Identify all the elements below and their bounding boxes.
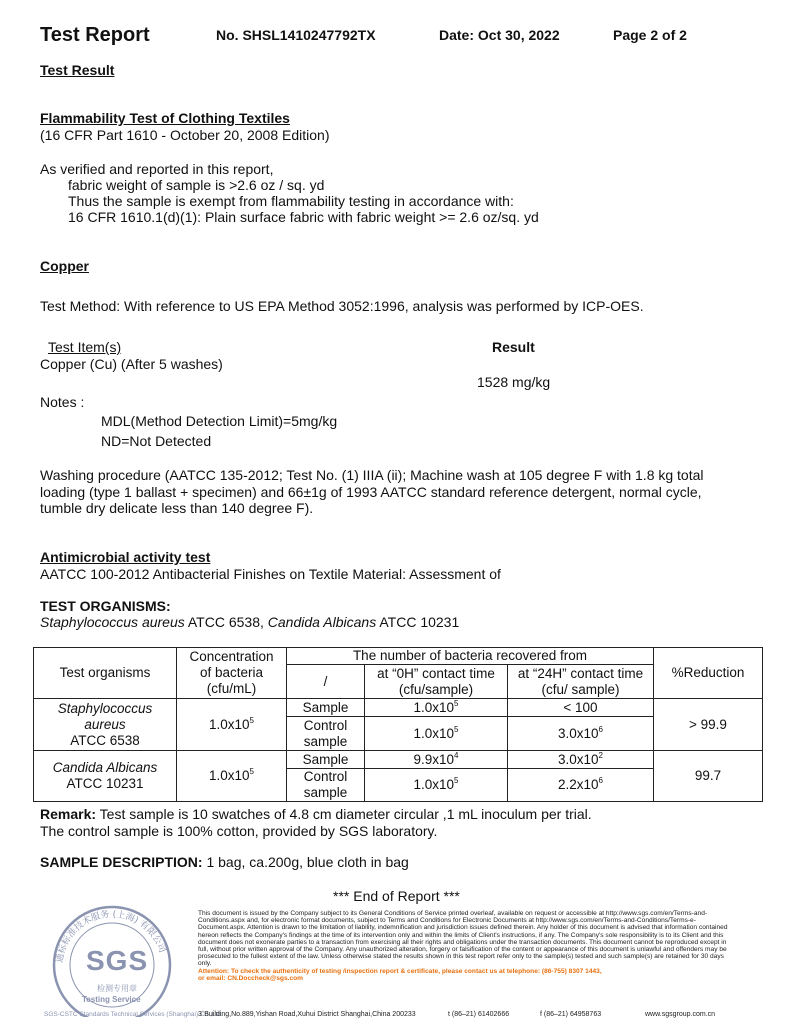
count-0h: $9.9x10^4$: [365, 751, 508, 769]
sample-description: SAMPLE DESCRIPTION: 1 bag, ca.200g, blue cloth in bag: [40, 854, 409, 870]
note-line: ND=Not Detected: [101, 433, 212, 449]
header-concentration: Concentration of bacteria (cfu/mL): [177, 648, 287, 699]
organism-cell: Staphylococcus aureus ATCC 6538: [34, 699, 177, 751]
sample-label: Sample: [287, 699, 365, 717]
test-organisms-list: [40, 614, 459, 630]
reduction-cell: > 99.9: [654, 699, 763, 751]
control-label: Control sample: [287, 717, 365, 751]
notes-label: Notes :: [40, 394, 85, 410]
header-reduction: %Reduction: [654, 648, 763, 699]
test-item-header: Test Item(s): [48, 339, 122, 355]
copper-heading: Copper: [40, 258, 89, 274]
concentration-cell: $1.0x10^5$: [177, 699, 287, 751]
copper-result: 1528 mg/kg: [477, 374, 551, 390]
footer-disclaimer: This document is issued by the Company subject to its General Conditions of Service printed overleaf, available on request or accessible at http://www.sgs.com/en/Terms-and-Conditions.aspx and, for electronic format documents, subject to Terms and Conditions for Electronic Documents at http://www.sgs.com/en/Terms-and-Conditions/Terms-e-Document.aspx. Attention is drawn to the limitation of liability, indemnification and jurisdiction issues defined therein. Any holder of this document is advised that information contained hereon reflects the Company's findings at the time of its intervention only and within the limits of Client's instructions, if any. The Company's sole responsibility is to its Client and this document does not exonerate parties to a transaction from exercising all their rights and obligations under the transaction documents. This document cannot be reproduced except in full, without prior written approval of the Company. Any unauthorized alteration, forgery or falsification of the content or appearance of this document is unlawful and offenders may be prosecuted to the fullest extent of the law. Unless otherwise stated the results shown in this test report refer only to the sample(s) tested and such sample(s) are retained for 30 days only. Attention: To check the authenticity of testing /inspection report & certificate, please contact us at telephone: (86-755) 8307 1443, or email: CN.Doccheck@sgs.com: [198, 910, 728, 982]
test-organisms-label: TEST ORGANISMS:: [40, 598, 171, 614]
test-result-heading: Test Result: [40, 62, 115, 78]
table-row: [34, 751, 763, 769]
organism-atcc: ATCC 10231: [376, 614, 460, 630]
concentration-cell: $1.0x10^5$: [177, 751, 287, 802]
footer-fax: f (86–21) 64958763: [540, 1011, 602, 1018]
stamp-cn: 检测专用章: [97, 984, 137, 993]
count-24h: $3.0x10^6$: [508, 717, 654, 751]
note-line: MDL(Method Detection Limit)=5mg/kg: [101, 413, 338, 429]
footer-web[interactable]: www.sgsgroup.com.cn: [645, 1011, 716, 1018]
report-title: Test Report: [40, 24, 150, 46]
result-header: Result: [492, 339, 535, 355]
count-0h: $1.0x10^5$: [365, 769, 508, 802]
washing-line: tumble dry delicate less than 140 degree F).: [40, 500, 314, 516]
report-date: Date: Oct 30, 2022: [439, 27, 560, 43]
copper-item: Copper (Cu) (After 5 washes): [40, 356, 223, 372]
sample-label: Sample: [287, 751, 365, 769]
footer-address: 3ʿBuilding,No.889,Yishan Road,Xuhui District Shanghai,China 200233: [198, 1011, 416, 1018]
organism-name: Staphylococcus aureus: [40, 614, 185, 630]
copper-method: Test Method: With reference to US EPA Method 3052:1996, analysis was performed by ICP-OES.: [40, 298, 644, 314]
flammability-line: 16 CFR 1610.1(d)(1): Plain surface fabric with fabric weight >= 2.6 oz/sq. yd: [68, 209, 539, 225]
footer-company: SGS-CSTC Standards Technical Services (Shanghai) Co.,Ltd.: [44, 1011, 223, 1018]
sgs-logo: SGS: [86, 945, 149, 976]
control-label: Control sample: [287, 769, 365, 802]
organism-name: Candida Albicans: [267, 614, 377, 630]
remark-line: The control sample is 100% cotton, provided by SGS laboratory.: [40, 823, 438, 839]
count-24h: < 100: [508, 699, 654, 717]
report-number: No. SHSL1410247792TX: [216, 27, 376, 43]
table-row: [34, 699, 763, 717]
header-slash: /: [287, 665, 365, 699]
antimicrobial-heading: Antimicrobial activity test: [40, 549, 211, 565]
svg-text:通标标准技术服务 (上海) 有限公司: 通标标准技术服务 (上海) 有限公司: [55, 909, 167, 964]
sgs-stamp: [40, 905, 180, 1017]
organism-cell: Candida Albicans ATCC 10231: [34, 751, 177, 802]
stamp-en: Testing Service: [82, 995, 141, 1004]
header-24h: at “24H” contact time (cfu/ sample): [508, 665, 654, 699]
header-recovered: The number of bacteria recovered from: [287, 648, 654, 665]
flammability-line: As verified and reported in this report,: [40, 161, 274, 177]
bacteria-table: [33, 647, 763, 802]
count-0h: $1.0x10^5$: [365, 699, 508, 717]
count-24h: $3.0x10^2$: [508, 751, 654, 769]
end-of-report: *** End of Report ***: [333, 888, 460, 904]
flammability-standard: (16 CFR Part 1610 - October 20, 2008 Edition): [40, 127, 330, 143]
header-0h: at “0H” contact time (cfu/sample): [365, 665, 508, 699]
flammability-line: Thus the sample is exempt from flammability testing in accordance with:: [68, 193, 514, 209]
page-number: Page 2 of 2: [613, 27, 687, 43]
flammability-heading: Flammability Test of Clothing Textiles: [40, 110, 290, 126]
reduction-cell: 99.7: [654, 751, 763, 802]
washing-line: loading (type 1 ballast + specimen) and 66±1g of 1993 AATCC standard reference detergent, normal cycle,: [40, 484, 702, 500]
footer-tel: t (86–21) 61402666: [448, 1011, 510, 1018]
count-0h: $1.0x10^5$: [365, 717, 508, 751]
remark: Remark: Test sample is 10 swatches of 4.8 cm diameter circular ,1 mL inoculum per trial.: [40, 806, 592, 822]
washing-line: Washing procedure (AATCC 135-2012; Test No. (1) IIIA (ii); Machine wash at 105 degree F with 1.8 kg total: [40, 467, 704, 483]
antimicrobial-standard: AATCC 100-2012 Antibacterial Finishes on Textile Material: Assessment of: [40, 566, 501, 582]
header-organisms: Test organisms: [34, 648, 177, 699]
count-24h: $2.2x10^6$: [508, 769, 654, 802]
flammability-line: fabric weight of sample is >2.6 oz / sq. yd: [68, 177, 325, 193]
organism-atcc: ATCC 6538,: [184, 614, 268, 630]
